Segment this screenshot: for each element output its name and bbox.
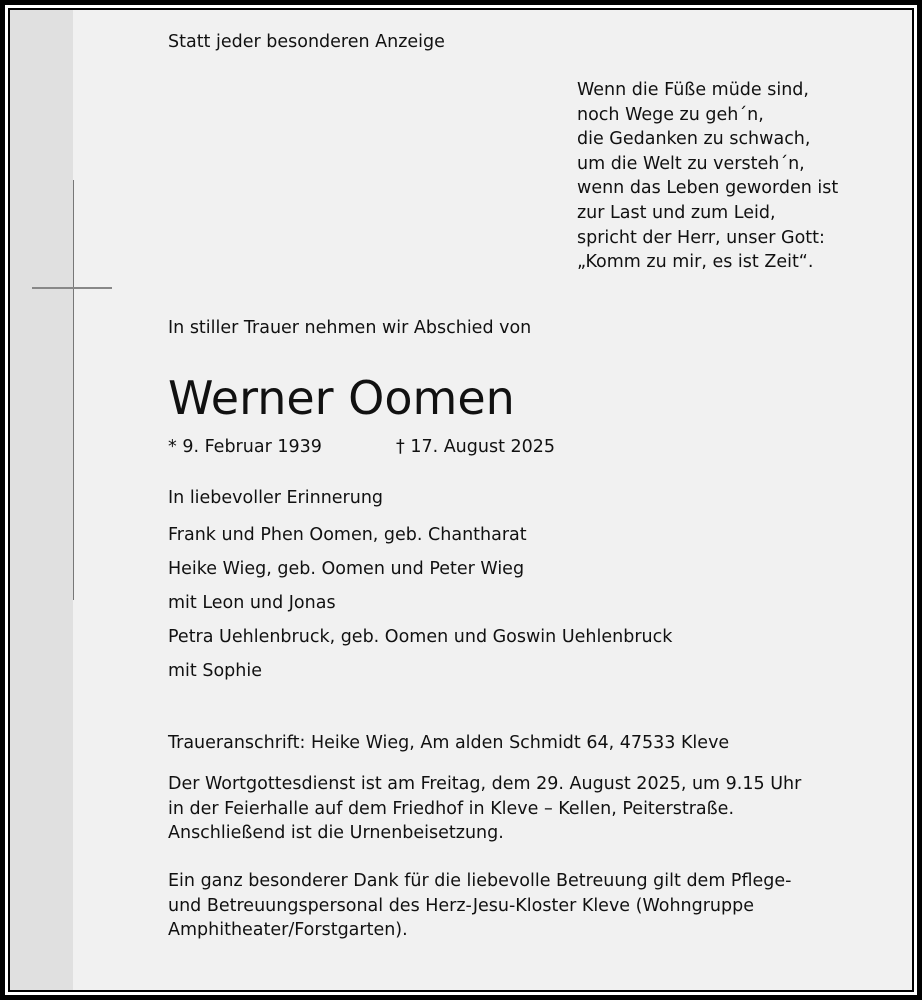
thanks-line: Amphitheater/Forstgarten). bbox=[168, 920, 408, 941]
family-list bbox=[168, 518, 672, 688]
family-line: Petra Uehlenbruck, geb. Oomen und Goswin Uehlenbruck bbox=[168, 627, 673, 647]
family-line: mit Sophie bbox=[168, 661, 262, 681]
cross-icon-horizontal bbox=[32, 287, 112, 289]
family-line: Frank und Phen Oomen, geb. Chantharat bbox=[168, 525, 527, 545]
death-date: † 17. August 2025 bbox=[396, 437, 556, 457]
header-text: Statt jeder besonderen Anzeige bbox=[168, 32, 445, 52]
memory-text: In liebevoller Erinnerung bbox=[168, 488, 384, 508]
left-grey-strip bbox=[10, 10, 73, 990]
poem-line: wenn das Leben geworden ist bbox=[577, 178, 839, 199]
mourning-address: Traueranschrift: Heike Wieg, Am alden Schmidt 64, 47533 Kleve bbox=[168, 733, 730, 753]
poem-line: noch Wege zu geh´n, bbox=[577, 104, 764, 125]
poem-line: „Komm zu mir, es ist Zeit“. bbox=[577, 252, 814, 273]
thanks-line: und Betreuungspersonal des Herz-Jesu-Kloster Kleve (Wohngruppe bbox=[168, 895, 755, 916]
poem-line: zur Last und zum Leid, bbox=[577, 202, 776, 223]
family-line: mit Leon und Jonas bbox=[168, 593, 336, 613]
notice-body bbox=[8, 8, 914, 992]
poem-line: Wenn die Füße müde sind, bbox=[577, 80, 809, 100]
family-line: Heike Wieg, geb. Oomen und Peter Wieg bbox=[168, 559, 525, 579]
intro-text: In stiller Trauer nehmen wir Abschied von bbox=[168, 318, 532, 338]
birth-date: * 9. Februar 1939 bbox=[168, 437, 322, 457]
poem-line: die Gedanken zu schwach, bbox=[577, 129, 811, 150]
service-line: Der Wortgottesdienst ist am Freitag, dem 29. August 2025, um 9.15 Uhr bbox=[168, 774, 802, 794]
poem-line: spricht der Herr, unser Gott: bbox=[577, 227, 825, 248]
poem bbox=[577, 78, 838, 275]
cross-icon-vertical bbox=[73, 180, 74, 600]
poem-line: um die Welt zu versteh´n, bbox=[577, 153, 805, 174]
deceased-name: Werner Oomen bbox=[168, 371, 515, 425]
service-info bbox=[168, 772, 801, 846]
thanks-line: Ein ganz besonderer Dank für die liebevolle Betreuung gilt dem Pflege- bbox=[168, 871, 792, 891]
thanks-text bbox=[168, 869, 791, 943]
service-line: in der Feierhalle auf dem Friedhof in Kleve – Kellen, Peiterstraße. bbox=[168, 798, 735, 819]
service-line: Anschließend ist die Urnenbeisetzung. bbox=[168, 823, 504, 844]
